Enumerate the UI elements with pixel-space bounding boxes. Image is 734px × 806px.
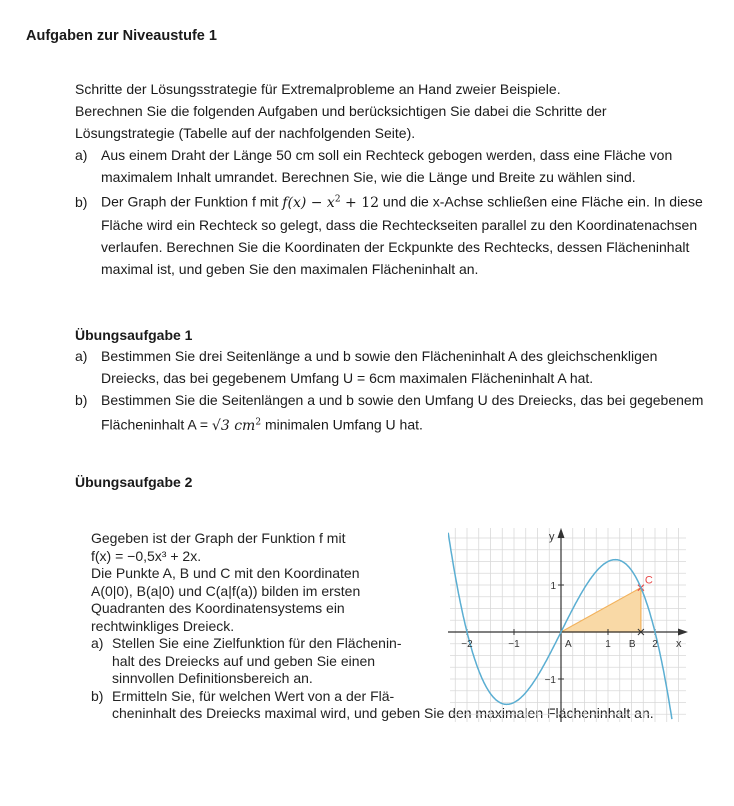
page-title: Aufgaben zur Niveaustufe 1	[26, 28, 217, 44]
task-a: a) Stellen Sie eine Zielfunktion für den Flächenin-	[91, 635, 402, 651]
svg-text:x: x	[676, 638, 682, 650]
uebung2-line: f(x) = −0,5x³ + 2x.	[91, 547, 202, 564]
intro-line: Lösungstrategie (Tabelle auf der nachfolgenden Seite).	[75, 125, 416, 141]
svg-text:−1: −1	[544, 675, 556, 686]
task-b-line: Fläche wird ein Rechteck so gelegt, dass die Rechteckseiten parallel zu den Koordinatenachsen	[101, 216, 698, 233]
formula: $f(x) - x^2 + 12$	[282, 194, 380, 211]
task-b: b) Bestimmen Sie die Seitenlängen a und b sowie den Umfang U des Dreiecks, das bei gegebenem	[75, 389, 703, 411]
uebung2-line: Quadranten des Koordinatensystems ein	[91, 600, 345, 616]
task-label: a)	[91, 635, 104, 651]
task-b-continued: Flächeninhalt A = √3 $cm^2$ minimalen Umfang U hat.	[101, 416, 423, 434]
graph-grid	[450, 528, 686, 722]
svg-text:y: y	[549, 531, 555, 543]
task-label: a)	[75, 147, 88, 163]
svg-text:−2: −2	[461, 639, 473, 650]
uebung1-heading: Übungsaufgabe 1	[75, 327, 193, 343]
task-label: b)	[75, 392, 88, 408]
intro-section	[75, 78, 703, 280]
task-a-continued: maximalem Inhalt umrandet. Berechnen Sie, wie die Länge und Breite zu wählen sind.	[101, 169, 636, 185]
intro-line: Berechnen Sie die folgenden Aufgaben und berücksichtigen Sie dabei die Schritte der	[75, 103, 607, 119]
svg-text:C: C	[644, 574, 653, 587]
task-b-line: verlaufen. Berechnen Sie die Koordinaten der Eckpunkte des Rechtecks, dessen Flächeninhalt	[101, 238, 690, 255]
uebung2-line: rechtwinkliges Dreieck.	[91, 617, 235, 634]
y-axis	[558, 528, 565, 722]
task-b-line: maximal ist, und geben Sie den maximalen Flächeninhalt an.	[101, 260, 479, 277]
svg-text:1: 1	[605, 639, 611, 650]
function-graph	[448, 526, 688, 722]
uebung2-line: Die Punkte A, B und C mit den Koordinaten	[91, 565, 360, 581]
uebung2-heading: Übungsaufgabe 2	[75, 474, 193, 490]
task-a: a) Aus einem Draht der Länge 50 cm soll ein Rechteck gebogen werden, dass eine Fläche von	[75, 144, 703, 166]
task-b: b) Ermitteln Sie, für welchen Wert von a der Flä-	[91, 687, 395, 704]
task-b: b) Der Graph der Funktion f mit $f(x) - x^2 + 12$ und die x-Achse schließen eine Fläche ein. In diese	[75, 188, 703, 214]
task-b-continued: cheninhalt des Dreiecks maximal wird, und geben Sie den maximalen Flächeninhalt an.	[112, 705, 654, 721]
intro-line: Schritte der Lösungsstrategie für Extremalprobleme an Hand zweier Beispiele.	[75, 81, 561, 97]
task-a: a) Bestimmen Sie drei Seitenlänge a und b sowie den Flächeninhalt A des gleichschenkligen	[75, 345, 703, 367]
svg-text:2: 2	[652, 639, 658, 650]
svg-text:1: 1	[550, 581, 556, 592]
task-a-continued: sinnvollen Definitionsbereich an.	[112, 670, 313, 686]
uebung1-section	[75, 345, 703, 437]
uebung2-line: Gegeben ist der Graph der Funktion f mit	[91, 530, 346, 546]
task-label: b)	[75, 193, 88, 210]
task-label: a)	[75, 348, 88, 364]
task-label: b)	[91, 687, 104, 704]
uebung2-line: A(0|0), B(a|0) und C(a|f(a)) bilden im ersten	[91, 582, 361, 599]
svg-text:−1: −1	[508, 639, 520, 650]
svg-text:B: B	[628, 639, 636, 650]
sqrt-formula: √3 $cm^2$	[211, 417, 262, 434]
svg-text:A: A	[565, 639, 572, 650]
task-a-continued: halt des Dreiecks auf und geben Sie einen	[112, 652, 376, 669]
task-a-continued: Dreiecks, das bei gegebenem Umfang U = 6cm maximalen Flächeninhalt A hat.	[101, 370, 594, 386]
